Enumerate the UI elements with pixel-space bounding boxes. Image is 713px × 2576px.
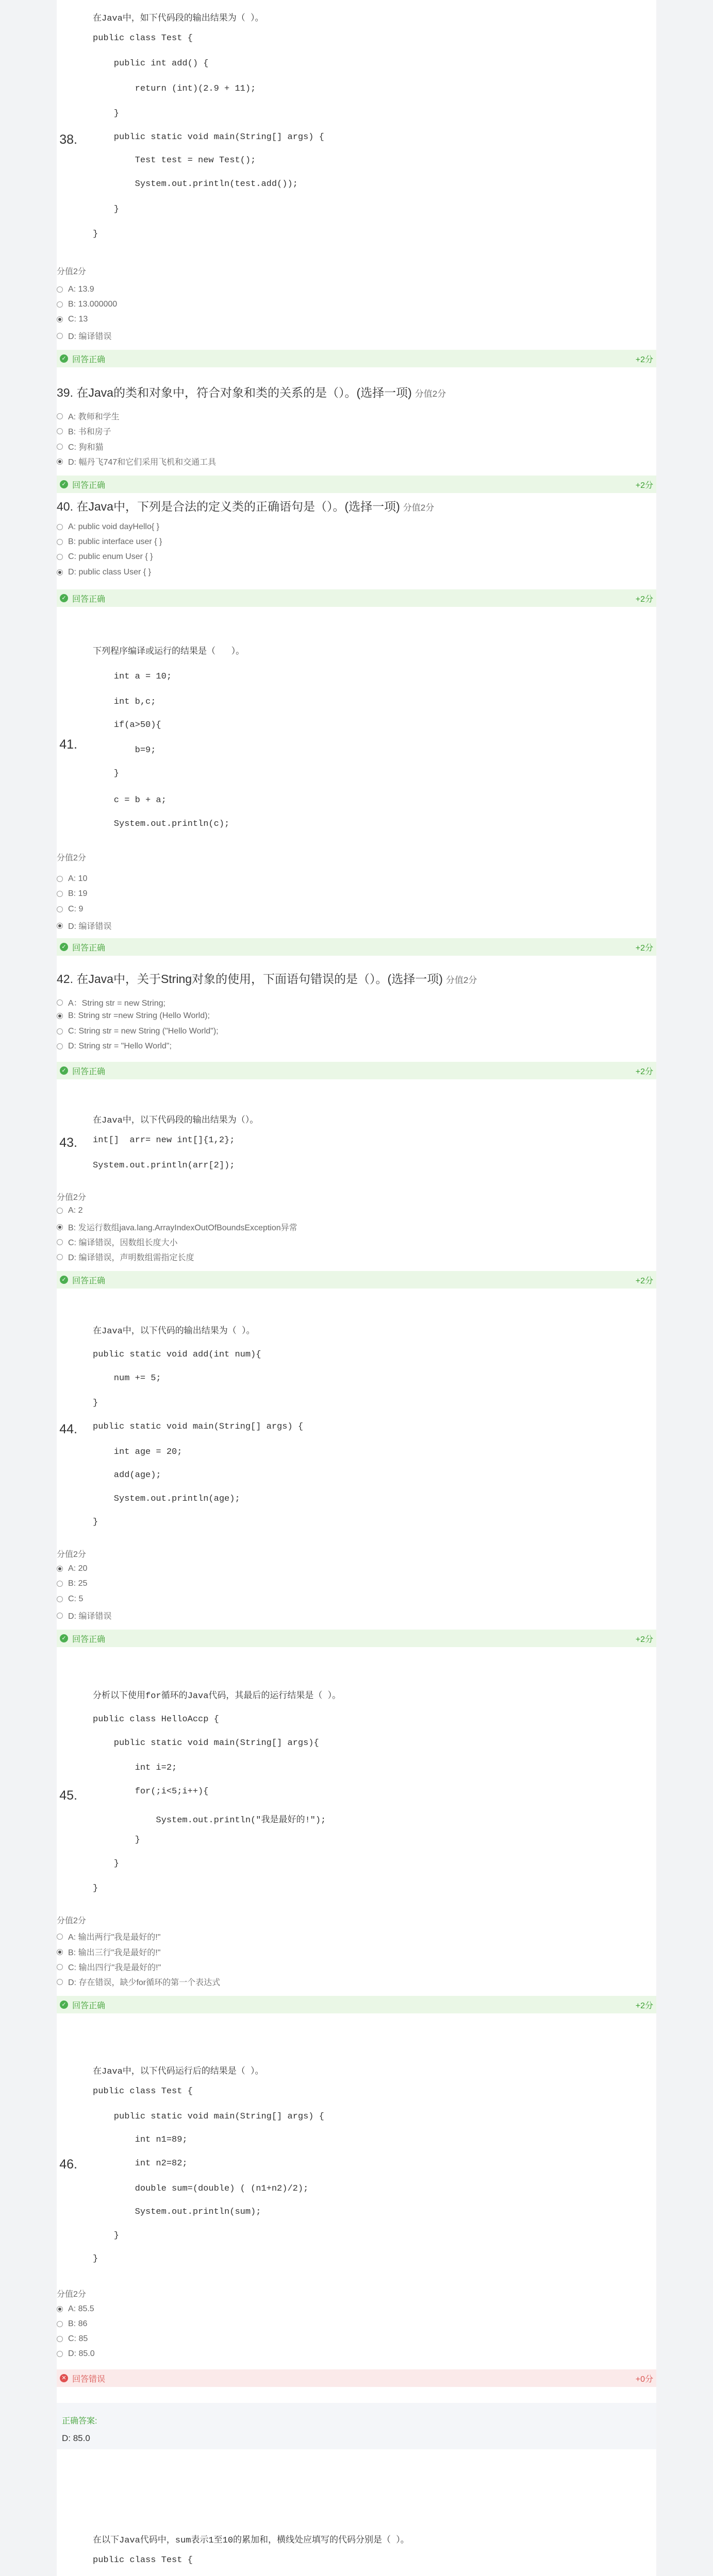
question-code-line: System.out.println(age); xyxy=(93,1494,240,1504)
answer-option-label: B: 书和房子 xyxy=(68,428,111,436)
question-code-line: public static void main(String[] args){ xyxy=(93,1738,319,1748)
radio-icon[interactable] xyxy=(57,413,63,419)
answer-option-label: D: 85.0 xyxy=(68,2349,95,2358)
result-label xyxy=(60,1065,105,1077)
answer-option[interactable] xyxy=(57,315,88,324)
answer-option[interactable] xyxy=(57,1976,220,1988)
correct-answer-value: D: 85.0 xyxy=(62,2433,90,2443)
score-label: 分值2分 xyxy=(57,2290,86,2299)
radio-icon[interactable] xyxy=(57,1566,63,1572)
question-code-line: } xyxy=(93,205,120,214)
answer-option-label: A: public void dayHello{ } xyxy=(68,522,159,531)
answer-option-label: B: 25 xyxy=(68,1579,88,1588)
question-code-line: int[] arr= new int[]{1,2}; xyxy=(93,1136,235,1145)
radio-icon[interactable] xyxy=(57,906,63,912)
radio-icon[interactable] xyxy=(57,301,63,308)
radio-icon[interactable] xyxy=(57,524,63,530)
question-code-line: for(;i<5;i++){ xyxy=(93,1787,209,1797)
question-code-line: } xyxy=(93,1398,98,1408)
result-points: +2分 xyxy=(635,481,653,490)
answer-option[interactable] xyxy=(57,285,94,294)
answer-option[interactable] xyxy=(57,2349,95,2359)
answer-option[interactable] xyxy=(57,522,159,532)
answer-option-label: D: 幅丹飞747和它们采用飞机和交通工具 xyxy=(68,458,217,467)
answer-option-label: A: 13.9 xyxy=(68,285,94,294)
answer-option-label: B: 19 xyxy=(68,889,88,898)
answer-option[interactable] xyxy=(57,2319,87,2329)
radio-icon[interactable] xyxy=(57,1934,63,1940)
check-icon: ✓ xyxy=(60,480,68,488)
question-code-line: } xyxy=(93,1517,98,1527)
answer-option[interactable] xyxy=(57,874,87,884)
question-code-line: } xyxy=(93,1884,98,1893)
answer-option-label: B: 13.000000 xyxy=(68,300,118,309)
result-bar xyxy=(57,1062,656,1079)
radio-icon[interactable] xyxy=(57,1043,63,1049)
result-points: +0分 xyxy=(635,2375,653,2384)
answer-option[interactable] xyxy=(57,300,117,309)
answer-option-label: D: String str = "Hello World"; xyxy=(68,1042,172,1050)
result-label xyxy=(60,941,105,953)
question-code-line: System.out.println(test.add()); xyxy=(93,179,298,189)
radio-icon[interactable] xyxy=(57,2306,63,2312)
question-title-text: 42. 在Java中，关于String对象的使用，下面语句错误的是（）。(选择一项) xyxy=(57,972,443,986)
answer-option-label: A: 10 xyxy=(68,874,88,883)
question-code-line: } xyxy=(93,2254,98,2264)
result-bar xyxy=(57,589,656,607)
question-code-line: int n2=82; xyxy=(93,2159,188,2168)
result-points: +2分 xyxy=(635,1635,653,1644)
answer-option-label: C: 狗和猫 xyxy=(68,443,104,452)
result-text: 回答错误 xyxy=(72,2375,106,2384)
question-number: 38. xyxy=(59,132,77,147)
radio-icon[interactable] xyxy=(57,1613,63,1619)
answer-option[interactable] xyxy=(57,889,87,899)
radio-icon[interactable] xyxy=(57,1964,63,1970)
answer-option[interactable] xyxy=(57,1564,87,1573)
answer-option-label: C: 9 xyxy=(68,905,84,913)
score-label: 分值2分 xyxy=(57,854,86,862)
question-number: 44. xyxy=(59,1422,77,1436)
question-code-line: } xyxy=(93,2231,120,2241)
answer-option[interactable] xyxy=(57,440,103,452)
result-text: 回答正确 xyxy=(72,1276,106,1285)
question-code-line: System.out.println(c); xyxy=(93,819,230,829)
radio-icon[interactable] xyxy=(57,1208,63,1214)
question-number: 46. xyxy=(59,2157,77,2172)
result-label xyxy=(60,353,105,365)
question-code-line: 下列程序编译或运行的结果是（ ）。 xyxy=(93,647,245,657)
result-label xyxy=(60,2372,105,2384)
result-bar xyxy=(57,350,656,367)
question-number: 43. xyxy=(59,1136,77,1150)
result-points: +2分 xyxy=(635,2001,653,2010)
question-code-line: public class HelloAccp { xyxy=(93,1715,219,1724)
answer-option[interactable] xyxy=(57,920,111,931)
result-text: 回答正确 xyxy=(72,2001,106,2010)
answer-option[interactable] xyxy=(57,1206,82,1215)
question-code-line: int i=2; xyxy=(93,1763,177,1773)
radio-icon[interactable] xyxy=(57,1239,63,1245)
result-label xyxy=(60,1999,105,2011)
answer-option-label: C: 85 xyxy=(68,2334,88,2343)
question-code-line: num += 5; xyxy=(93,1374,161,1383)
radio-icon[interactable] xyxy=(57,1224,63,1230)
question-code-line: } xyxy=(93,1835,140,1845)
answer-option[interactable] xyxy=(57,1961,161,1973)
result-points: +2分 xyxy=(635,943,653,953)
question-code-line: 在Java中，以下代码的输出结果为（ ）。 xyxy=(93,1327,255,1336)
question-code-line: public class Test { xyxy=(93,2555,193,2565)
question-number: 45. xyxy=(59,1788,77,1803)
radio-icon[interactable] xyxy=(57,1949,63,1955)
question-title xyxy=(57,497,434,514)
result-points: +2分 xyxy=(635,1067,653,1076)
answer-option[interactable] xyxy=(57,996,165,1008)
question-code-line: int b,c; xyxy=(93,697,156,707)
radio-icon[interactable] xyxy=(57,569,63,575)
radio-icon[interactable] xyxy=(57,554,63,560)
result-text: 回答正确 xyxy=(72,943,106,953)
answer-option[interactable] xyxy=(57,410,120,422)
question-code-line: b=9; xyxy=(93,745,156,755)
result-text: 回答正确 xyxy=(72,595,106,604)
question-code-line: public static void add(int num){ xyxy=(93,1350,261,1360)
radio-icon[interactable] xyxy=(57,923,63,929)
question-code-line: } xyxy=(93,229,98,239)
answer-option-label: C: 5 xyxy=(68,1595,84,1603)
radio-icon[interactable] xyxy=(57,316,63,323)
answer-option-label: D: 编译错误，声明数组需指定长度 xyxy=(68,1253,194,1262)
answer-option-label: B: String str =new String (Hello World); xyxy=(68,1011,210,1020)
question-code-line: System.out.println(sum); xyxy=(93,2207,261,2217)
question-title-text: 39. 在Java的类和对象中，符合对象和类的关系的是（）。(选择一项) xyxy=(57,386,412,399)
result-points: +2分 xyxy=(635,595,653,604)
answer-option[interactable] xyxy=(57,1011,210,1021)
question-code-line: } xyxy=(93,109,120,118)
answer-option[interactable] xyxy=(57,425,111,437)
result-label xyxy=(60,592,105,604)
check-icon: ✓ xyxy=(60,1276,68,1284)
answer-option-label: A: 教师和学生 xyxy=(68,413,120,421)
correct-answer-box xyxy=(57,2403,656,2449)
radio-icon[interactable] xyxy=(57,1581,63,1587)
score-label: 分值2分 xyxy=(57,1917,86,1925)
question-code-line: Test test = new Test(); xyxy=(93,156,256,165)
question-code-line: 在以下Java代码中，sum表示1至10的累加和，横线处应填写的代码分别是（ ）。 xyxy=(93,2536,409,2546)
answer-option-label: C: 编译错误，因数组长度大小 xyxy=(68,1239,178,1247)
result-bar xyxy=(57,476,656,493)
question-code-line: return (int)(2.9 + 11); xyxy=(93,84,256,94)
score-label: 分值2分 xyxy=(57,1550,86,1559)
answer-option-label: B: 发运行数组java.lang.ArrayIndexOutOfBoundsException异常 xyxy=(68,1224,297,1232)
result-label xyxy=(60,1274,105,1286)
question-title-text: 40. 在Java中，下列是合法的定义类的正确语句是（）。(选择一项) xyxy=(57,500,400,513)
result-text: 回答正确 xyxy=(72,1067,106,1076)
answer-option[interactable] xyxy=(57,1946,160,1958)
check-icon: ✓ xyxy=(60,354,68,363)
answer-option-label: D: 编译错误 xyxy=(68,922,112,931)
answer-option[interactable] xyxy=(57,1595,83,1604)
radio-icon[interactable] xyxy=(57,876,63,882)
answer-option[interactable] xyxy=(57,1027,219,1036)
question-code-line: double sum=(double) ( (n1+n2)/2); xyxy=(93,2184,309,2194)
result-text: 回答正确 xyxy=(72,481,106,490)
question-code-line: 在Java中，以下代码运行后的结果是（ ）。 xyxy=(93,2067,264,2077)
result-bar xyxy=(57,938,656,956)
question-code-line: c = b + a; xyxy=(93,795,167,805)
answer-option-label: A: 85.5 xyxy=(68,2304,94,2313)
question-title xyxy=(57,383,446,400)
score-label: 分值2分 xyxy=(57,1193,86,1202)
radio-icon[interactable] xyxy=(57,459,63,465)
answer-option[interactable] xyxy=(57,1042,172,1051)
answer-option-label: A: 输出两行"我是最好的!" xyxy=(68,1933,161,1942)
question-code-line: public int add() { xyxy=(93,59,209,69)
question-title xyxy=(57,970,477,987)
radio-icon[interactable] xyxy=(57,1013,63,1019)
question-code-line: System.out.println(arr[2]); xyxy=(93,1161,235,1171)
answer-option-label: C: public enum User { } xyxy=(68,552,153,561)
check-icon: ✓ xyxy=(60,1634,68,1642)
question-code-line: 在Java中，如下代码段的输出结果为（ ）。 xyxy=(93,14,264,24)
question-code-line: 在Java中，以下代码段的输出结果为（）。 xyxy=(93,1116,259,1126)
result-bar xyxy=(57,1271,656,1289)
exam-page xyxy=(57,0,656,2576)
question-code-line: int a = 10; xyxy=(93,672,172,682)
result-bar xyxy=(57,1996,656,2013)
score-label: 分值2分 xyxy=(445,975,477,985)
result-text: 回答正确 xyxy=(72,355,106,364)
answer-option-label: D: public class User { } xyxy=(68,568,151,577)
answer-option[interactable] xyxy=(57,2334,88,2344)
radio-icon[interactable] xyxy=(57,1254,63,1260)
correct-answer-heading: 正确答案: xyxy=(62,2417,97,2426)
result-bar xyxy=(57,2369,656,2387)
score-label: 分值2分 xyxy=(57,267,86,276)
radio-icon[interactable] xyxy=(57,891,63,897)
answer-option-label: B: 输出三行"我是最好的!" xyxy=(68,1948,161,1957)
question-code-line: add(age); xyxy=(93,1470,161,1480)
answer-option[interactable] xyxy=(57,1609,111,1621)
radio-icon[interactable] xyxy=(57,428,63,434)
answer-option[interactable] xyxy=(57,2304,94,2314)
answer-option-label: B: 86 xyxy=(68,2319,88,2328)
answer-option-label: C: 13 xyxy=(68,315,88,324)
result-points: +2分 xyxy=(635,1276,653,1285)
radio-icon[interactable] xyxy=(57,286,63,293)
result-label xyxy=(60,479,105,490)
radio-icon[interactable] xyxy=(57,1979,63,1985)
answer-option[interactable] xyxy=(57,552,153,562)
answer-option[interactable] xyxy=(57,1236,177,1248)
check-icon: ✓ xyxy=(60,943,68,951)
radio-icon[interactable] xyxy=(57,1596,63,1602)
answer-option-label: A: 2 xyxy=(68,1206,83,1215)
question-code-line: } xyxy=(93,769,120,778)
answer-option[interactable] xyxy=(57,330,111,342)
result-label xyxy=(60,1633,105,1645)
answer-option[interactable] xyxy=(57,1579,87,1588)
answer-option-label: B: public interface user { } xyxy=(68,537,162,546)
radio-icon[interactable] xyxy=(57,333,63,339)
answer-option[interactable] xyxy=(57,1930,160,1942)
answer-option-label: D: 存在错误，缺少for循环的第一个表达式 xyxy=(68,1978,221,1987)
answer-option[interactable] xyxy=(57,568,151,577)
radio-icon[interactable] xyxy=(57,2336,63,2342)
result-points: +2分 xyxy=(635,355,653,364)
score-label: 分值2分 xyxy=(403,503,435,513)
cross-icon: ✕ xyxy=(60,2374,68,2382)
question-code-line: public class Test { xyxy=(93,33,193,43)
question-code-line: int n1=89; xyxy=(93,2135,188,2145)
answer-option-label: A: 20 xyxy=(68,1564,88,1573)
score-label: 分值2分 xyxy=(414,389,446,399)
radio-icon[interactable] xyxy=(57,999,63,1006)
answer-option[interactable] xyxy=(57,455,216,467)
answer-option-label: D: 编译错误 xyxy=(68,332,112,341)
answer-option-label: A：String str = new String; xyxy=(68,999,165,1008)
result-text: 回答正确 xyxy=(72,1635,106,1644)
check-icon: ✓ xyxy=(60,594,68,602)
question-code-line: int age = 20; xyxy=(93,1447,183,1457)
question-code-line: } xyxy=(93,1859,120,1869)
question-number: 41. xyxy=(59,737,77,752)
answer-option-label: C: String str = new String ("Hello World"); xyxy=(68,1027,219,1036)
check-icon: ✓ xyxy=(60,2001,68,2009)
check-icon: ✓ xyxy=(60,1066,68,1075)
radio-icon[interactable] xyxy=(57,539,63,545)
answer-option[interactable] xyxy=(57,1221,297,1233)
answer-option[interactable] xyxy=(57,905,83,914)
radio-icon[interactable] xyxy=(57,1028,63,1035)
question-code-line: 分析以下使用for循环的Java代码，其最后的运行结果是（ ）。 xyxy=(93,1691,341,1701)
question-code-line: public class Test { xyxy=(93,2087,193,2096)
question-code-line: if(a>50){ xyxy=(93,720,161,730)
answer-option[interactable] xyxy=(57,1251,194,1263)
question-code-line: public static void main(String[] args) { xyxy=(93,1422,304,1432)
radio-icon[interactable] xyxy=(57,2351,63,2357)
answer-option-label: C: 输出四行"我是最好的!" xyxy=(68,1963,161,1972)
radio-icon[interactable] xyxy=(57,444,63,450)
question-code-line: System.out.println("我是最好的!"); xyxy=(93,1816,326,1825)
answer-option[interactable] xyxy=(57,537,162,547)
question-code-line: public static void main(String[] args) { xyxy=(93,132,324,142)
result-bar xyxy=(57,1630,656,1647)
question-code-line: public static void main(String[] args) { xyxy=(93,2112,324,2122)
answer-option-label: D: 编译错误 xyxy=(68,1612,112,1621)
radio-icon[interactable] xyxy=(57,2321,63,2327)
